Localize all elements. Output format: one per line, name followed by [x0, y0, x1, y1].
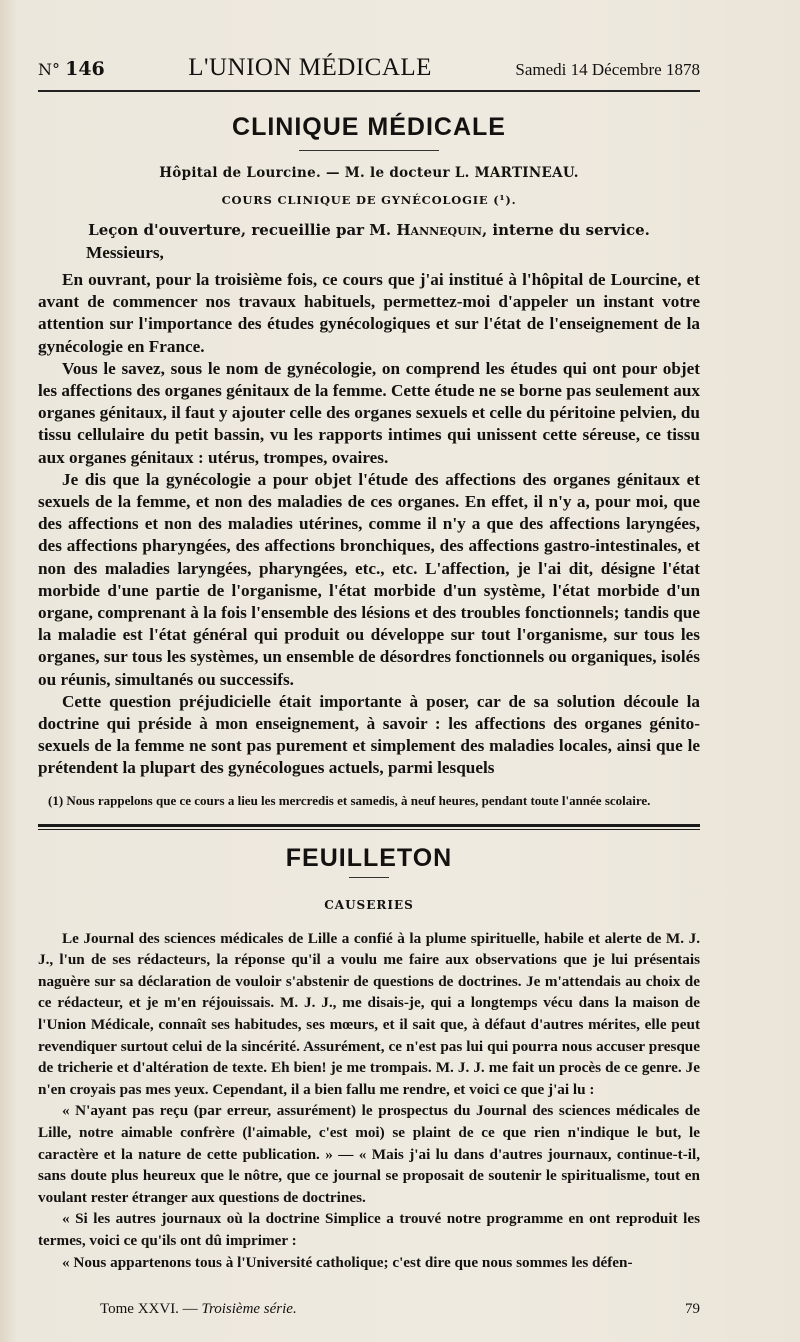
issue-prefix: N°	[38, 60, 60, 79]
issue-date: Samedi 14 Décembre 1878	[515, 60, 700, 79]
clinique-title: CLINIQUE MÉDICALE	[232, 113, 506, 141]
causeries-subtitle: CAUSERIES	[324, 897, 414, 912]
paragraph: En ouvrant, pour la troisième fois, ce cours que j'ai institué à l'hôpital de Lourcine, et avant de commencer nos travaux habituels, permettez-moi d'appeler un instant votre attention sur l'importance des études gynécologiques et sur l'état de l'enseignement de la gynécologie en France.	[38, 270, 700, 356]
hospital-line: Hôpital de Lourcine. — M. le docteur L. MARTINEAU.	[159, 165, 579, 181]
feuilleton-title: FEUILLETON	[285, 843, 453, 872]
paragraph: « Si les autres journaux où la doctrine Simplice a trouvé notre programme en ont reproduit les termes, voici ce qu'ils ont dû imprimer :	[38, 1210, 700, 1249]
paragraph: Cette question préjudicielle était importante à poser, car de sa solution découle la doctrine qui préside à mon enseignement, à savoir : les affections des organes génito-sexuels de la femme ne sont pas purement et simplement des maladies locales, ainsi que le prétendent la plupart des gynécologues actuels, parmi lesquels	[38, 691, 700, 778]
issue-number	[38, 47, 105, 92]
volume-label: Tome XXVI. —	[100, 1301, 198, 1317]
feuilleton-body	[38, 928, 700, 1274]
footnote: (1) Nous rappelons que ce cours a lieu les mercredis et samedis, à neuf heures, pendant toute l'année scolaire.	[48, 792, 651, 808]
lecture-line	[38, 221, 700, 239]
section-divider	[38, 824, 700, 830]
paragraph: Le Journal des sciences médicales de Lille a confié à la plume spirituelle, habile et alerte de M. J. J., l'un de ses rédacteurs, la réponse qu'il a voulu me faire aux observations que je lui présentais naguère sur sa déclaration de vouloir s'abstenir de questions de doctrines. Je m'attendais au choix de ce rédacteur, et je m'en réjouissais. M. J. J., me disais-je, qui a longtemps vécu dans la maison de l'Union Médicale, connaît ses habitudes, ses mœurs, et il sait que, à défaut d'autres mérites, elle peut revendiquer surtout celui de la sincérité. Assurément, ce n'est pas lui qui pourra nous accuser presque de tricherie et d'altération de texte. Eh bien! je me trompais. M. J. J. me fait un procès de ce genre. Je n'en croyais pas mes yeux. Cependant, il a bien fallu me rendre, et voici ce que j'ai lu :	[38, 929, 700, 1098]
running-header	[38, 46, 700, 92]
paragraph: « Nous appartenons tous à l'Université catholique; c'est dire que nous sommes les défen-	[62, 1253, 633, 1271]
page-footer	[100, 1301, 700, 1318]
issue-number-value: 146	[65, 58, 105, 80]
paragraph: « N'ayant pas reçu (par erreur, assurément) le prospectus du Journal des sciences médicales de Lille, notre aimable confrère (l'aimable, c'est moi) se plaint de ce que rien n'indique le but, le caractère et la nature de cette publication. » — « Mais j'ai lu dans d'autres journaux, continue-t-il, sans doute plus heureux que le nôtre, que ce journal se proposait de soutenir le spiritualisme, tout en voulant rester étranger aux questions de doctrines.	[38, 1102, 700, 1206]
lecture-name: Hannequin	[396, 221, 482, 239]
lecture-suffix: , interne du service.	[481, 221, 650, 239]
page-number: 79	[685, 1301, 700, 1317]
series-label: Troisième série.	[201, 1301, 297, 1317]
volume-info	[100, 1301, 297, 1318]
paragraph: Je dis que la gynécologie a pour objet l'étude des affections des organes génitaux et sexuels de la femme, et non des maladies de ces organes. En effet, il n'y a, pour moi, que des affections et non des maladies utérines, comme il n'y a que des affections laryngées, des affections pharyngées, des affections bronchiques, des affections gastro-intestinales, et non des maladies laryngées, pharyngées, etc., etc. L'affection, je l'ai dit, désigne l'état morbide d'une partie de l'organisme, l'état morbide d'un système, l'état morbide d'un organe, comprenant à la fois l'ensemble des lésions et des troubles fonctionnels; tandis que la maladie est l'état général qui produit ou développe sur tout l'organisme, sur tous les organes, sur tous les systèmes, un ensemble de désordres fonctionnels ou organiques, isolés ou réunis, simultanés ou successifs.	[38, 469, 700, 689]
title-divider	[299, 150, 439, 151]
feuilleton-divider	[349, 877, 389, 878]
page-content	[38, 46, 700, 1273]
clinique-body	[38, 269, 700, 780]
journal-title: L'UNION MÉDICALE	[188, 54, 432, 81]
lecture-prefix: Leçon d'ouverture, recueillie par M.	[88, 221, 392, 239]
paragraph: Vous le savez, sous le nom de gynécologie, on comprend les études qui ont pour objet les affections des organes génitaux de la femme. Cette étude ne se borne pas seulement aux organes génitaux, il faut y ajouter celle des organes sexuels et celle du péritoine pelvien, du tissu cellulaire du petit bassin, vu les rapports intimes qui unissent cette séreuse, ce tissu aux organes génitaux : utérus, trompes, ovaires.	[38, 358, 700, 467]
greeting: Messieurs,	[86, 243, 164, 262]
course-line: COURS CLINIQUE DE GYNÉCOLOGIE (¹).	[221, 193, 517, 207]
